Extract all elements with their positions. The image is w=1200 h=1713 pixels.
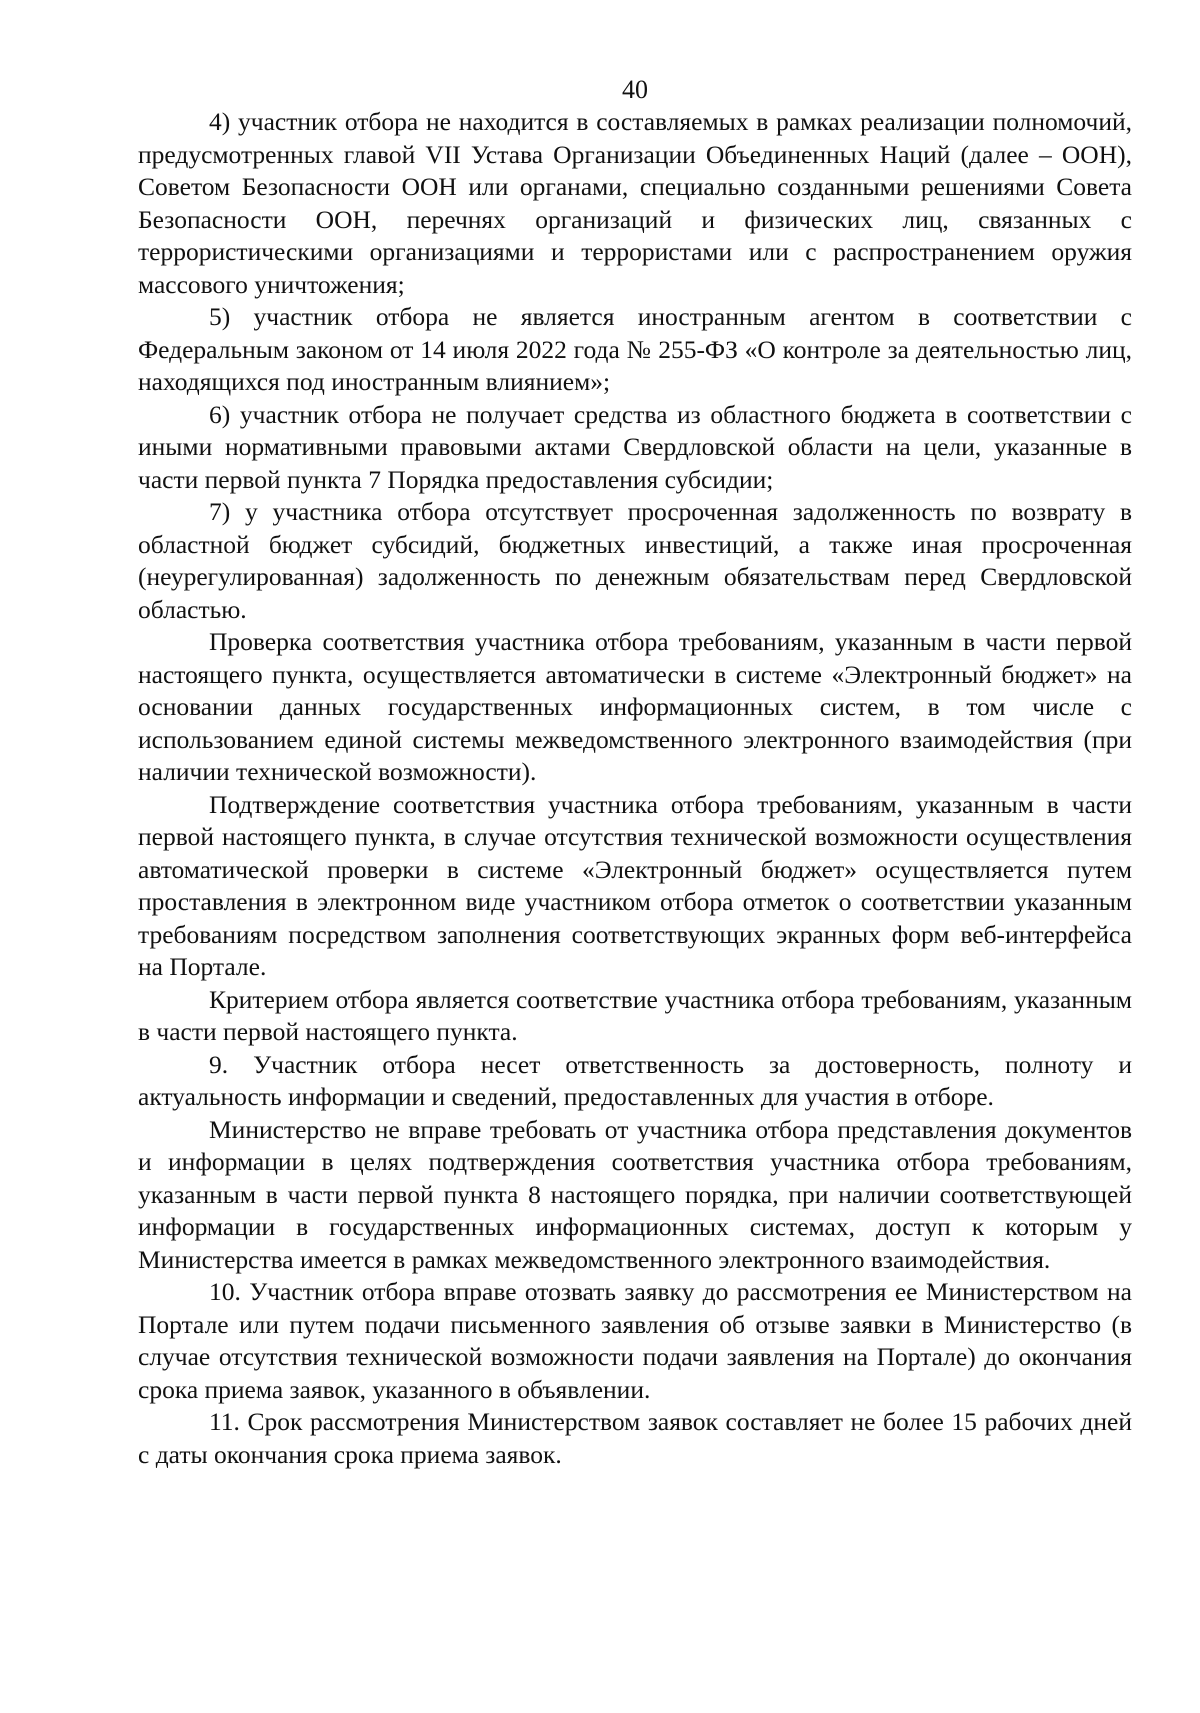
paragraph-manual-confirmation: Подтверждение соответствия участника отбора требованиям, указанным в части первой настоящего пункта, в случае отсутствия технической возможности осуществления автоматической проверки в системе «Электронный бюджет» осуществляется путем проставления в электронном виде участником отбора отметок о соответствии указанным требованиям посредством заполнения соответствующих экранных форм веб-интерфейса на Портале.	[138, 789, 1132, 981]
paragraph-item-4: 4) участник отбора не находится в составляемых в рамках реализации полномочий, предусмотренных главой VII Устава Организации Объединенных Наций (далее – ООН), Советом Безопасности ООН или органами, специально созданными решениями Совета Безопасности ООН, перечнях организаций и физических лиц, связанных с террористическими организациями и террористами или с распространением оружия массового уничтожения;	[138, 107, 1132, 299]
paragraph-item-5: 5) участник отбора не является иностранным агентом в соответствии с Федеральным законом от 14 июля 2022 года № 255-ФЗ «О контроле за деятельностью лиц, находящихся под иностранным влиянием»;	[138, 302, 1132, 396]
paragraph-ministry-restriction: Министерство не вправе требовать от участника отбора представления документов и информации в целях подтверждения соответствия участника отбора требованиям, указанным в части первой пункта 8 настоящего порядка, при наличии соответствующей информации в государственных информационных системах, доступ к которым у Министерства имеется в рамках межведомственного электронного взаимодействия.	[138, 1114, 1132, 1274]
paragraph-item-6: 6) участник отбора не получает средства из областного бюджета в соответствии с иными нормативными правовыми актами Свердловской области на цели, указанные в части первой пункта 7 Порядка предоставления субсидии;	[138, 399, 1132, 494]
paragraph-section-10: 10. Участник отбора вправе отозвать заявку до рассмотрения ее Министерством на Портале или путем подачи письменного заявления об отзыве заявки в Министерство (в случае отсутствия технической возможности подачи заявления на Портале) до окончания срока приема заявок, указанного в объявлении.	[138, 1277, 1132, 1404]
paragraph-section-9: 9. Участник отбора несет ответственность за достоверность, полноту и актуальность информации и сведений, предоставленных для участия в отборе.	[138, 1049, 1132, 1111]
document-body	[138, 106, 1132, 1471]
paragraph-selection-criterion: Критерием отбора является соответствие участника отбора требованиям, указанным в части первой настоящего пункта.	[138, 984, 1132, 1046]
paragraph-item-7: 7) у участника отбора отсутствует просроченная задолженность по возврату в областной бюджет субсидий, бюджетных инвестиций, а также иная просроченная (неурегулированная) задолженность по денежным обязательствам перед Свердловской областью.	[138, 497, 1132, 624]
paragraph-section-11: 11. Срок рассмотрения Министерством заявок составляет не более 15 рабочих дней с даты окончания срока приема заявок.	[138, 1407, 1132, 1469]
paragraph-automatic-check: Проверка соответствия участника отбора требованиям, указанным в части первой настоящего пункта, осуществляется автоматически в системе «Электронный бюджет» на основании данных государственных информационных систем, в том числе с использованием единой системы межведомственного электронного взаимодействия (при наличии технической возможности).	[138, 627, 1132, 786]
page-number: 40	[622, 75, 648, 104]
